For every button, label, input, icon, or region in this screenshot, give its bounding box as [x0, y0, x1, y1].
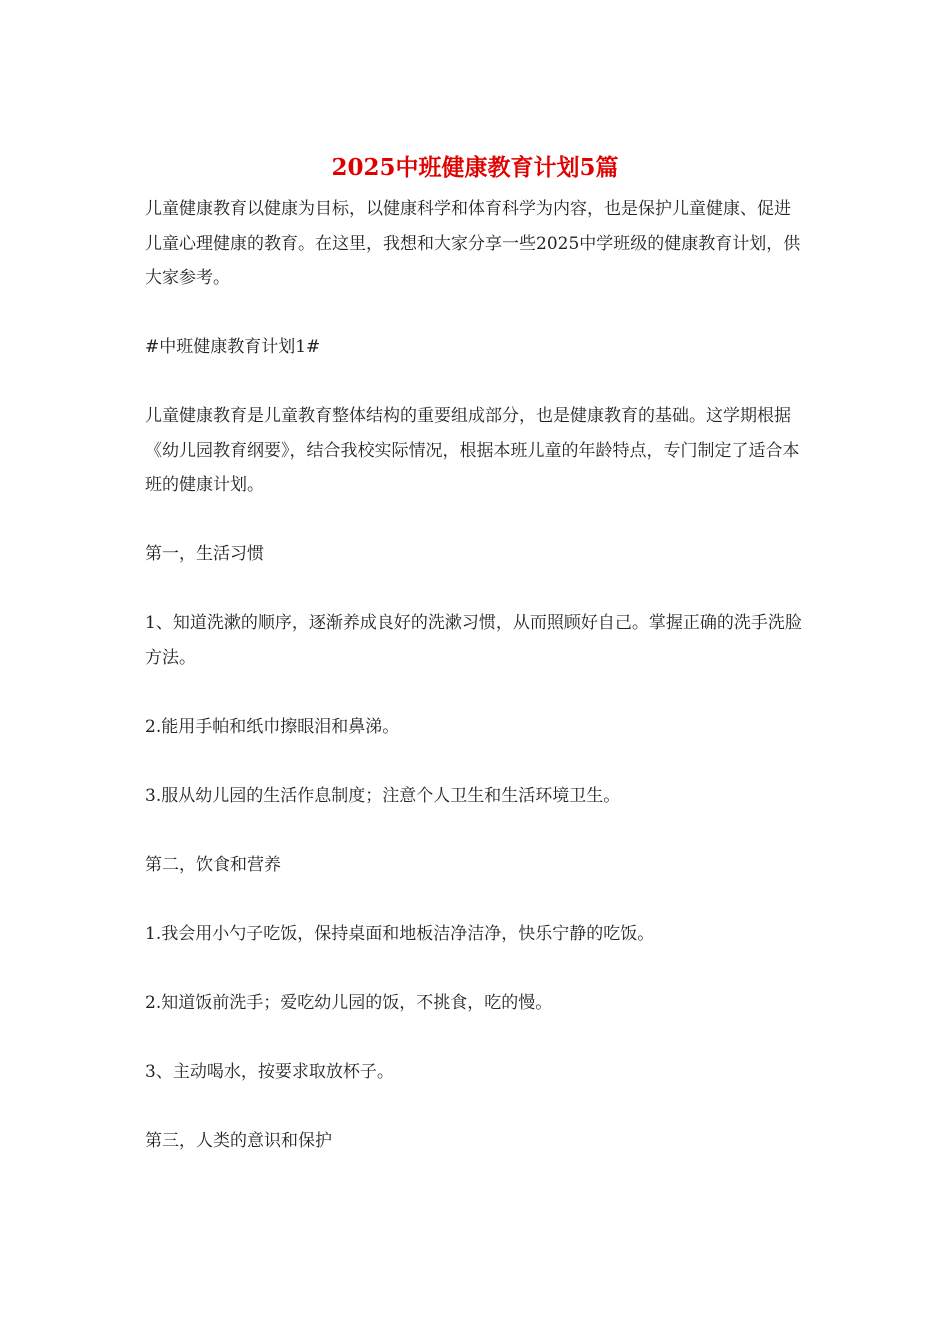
plan-1-intro-paragraph: 儿童健康教育是儿童教育整体结构的重要组成部分，也是健康教育的基础。这学期根据《幼儿园教育纲要》，结合我校实际情况，根据本班儿童的年龄特点，专门制定了适合本班的健康计划。 [145, 406, 800, 495]
subheading-awareness-protection: 第三，人类的意识和保护 [145, 1130, 332, 1151]
list-item: 3、主动喝水，按要求取放杯子。 [145, 1061, 394, 1082]
subheading-diet-nutrition: 第二，饮食和营养 [145, 854, 281, 875]
list-item: 3.服从幼儿园的生活作息制度；注意个人卫生和生活环境卫生。 [145, 785, 621, 806]
section-heading-plan-1: #中班健康教育计划1# [145, 337, 321, 357]
subheading-living-habits: 第一，生活习惯 [145, 544, 264, 564]
intro-paragraph: 儿童健康教育以健康为目标，以健康科学和体育科学为内容，也是保护儿童健康、促进儿童心理健康的教育。在这里，我想和大家分享一些2025中学班级的健康教育计划，供大家参考。 [145, 199, 801, 288]
list-item: 2.知道饭前洗手；爱吃幼儿园的饭，不挑食，吃的慢。 [145, 992, 553, 1013]
document-title: 2025中班健康教育计划5篇 [331, 154, 619, 181]
list-item: 1.我会用小勺子吃饭，保持桌面和地板洁净洁净，快乐宁静的吃饭。 [145, 923, 655, 944]
list-item: 2.能用手帕和纸巾擦眼泪和鼻涕。 [145, 716, 400, 737]
document-body [145, 192, 807, 1158]
list-item: 1、知道洗漱的顺序，逐渐养成良好的洗漱习惯，从而照顾好自己。掌握正确的洗手洗脸方法。 [145, 613, 802, 668]
